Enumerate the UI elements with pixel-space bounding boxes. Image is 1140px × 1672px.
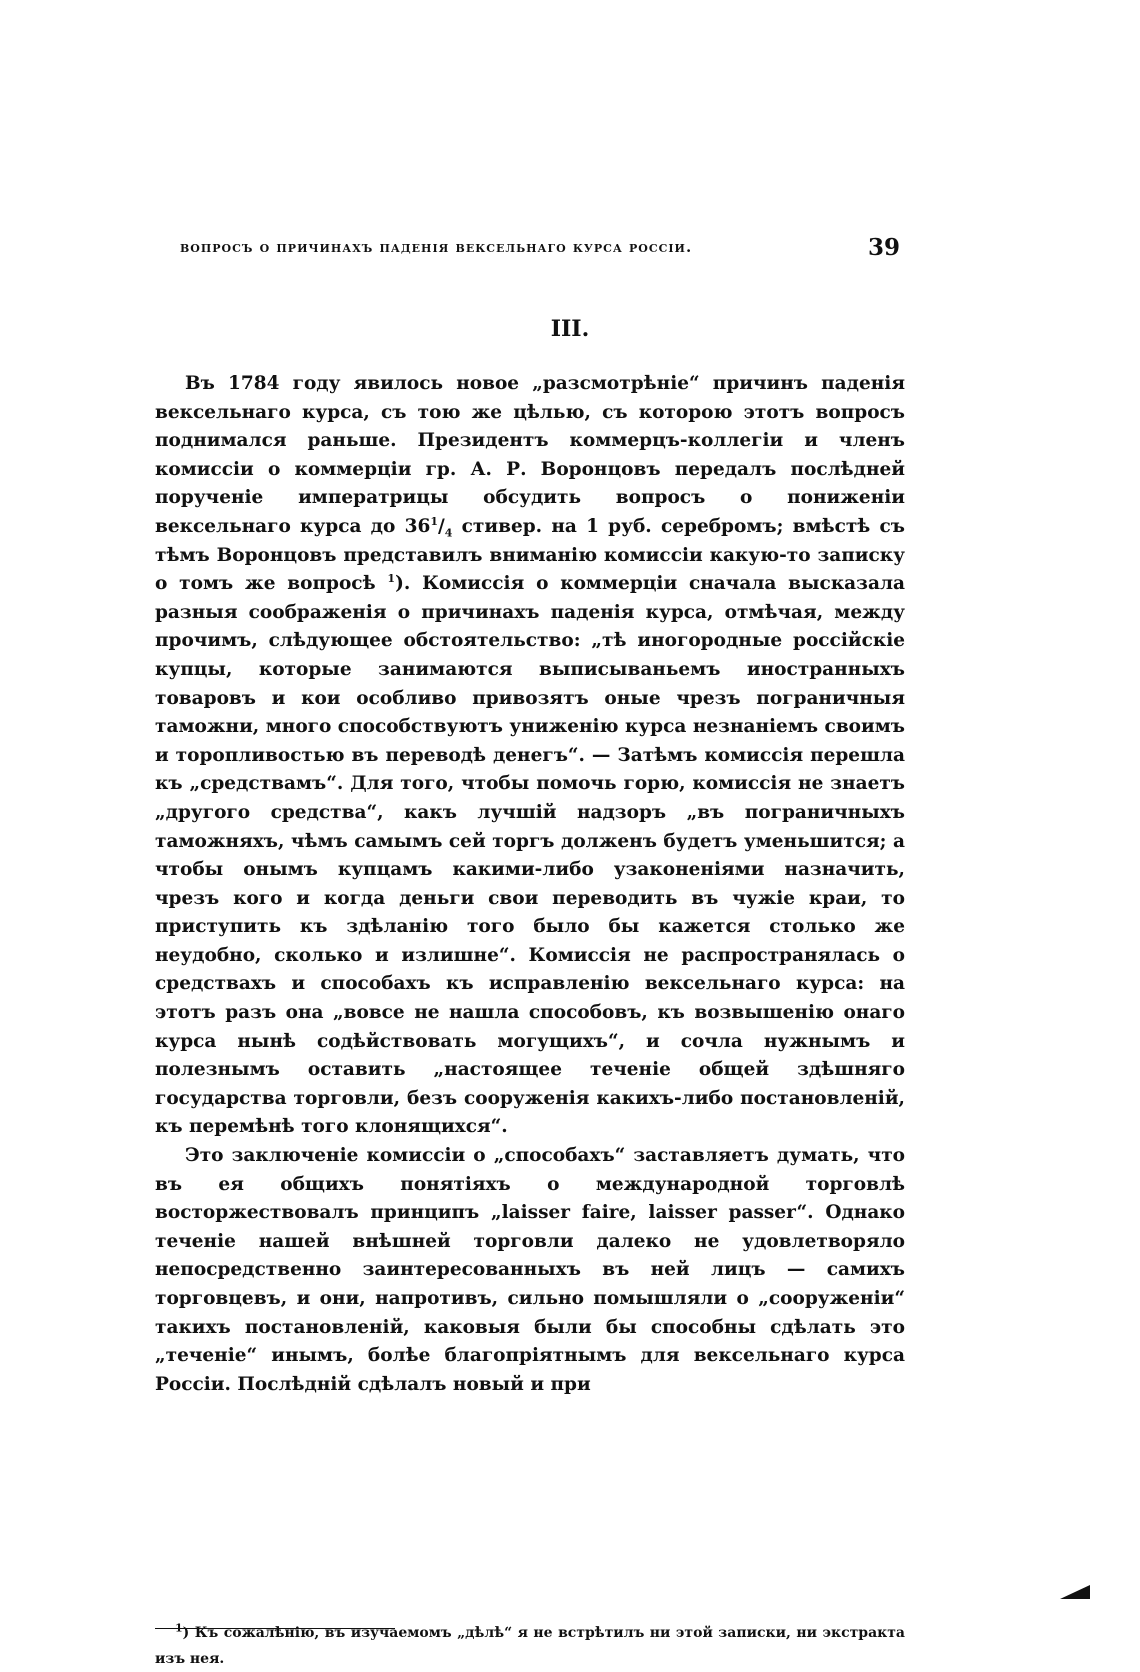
footnote-marker: 1 [175,1621,183,1635]
corner-mark [1060,1585,1090,1599]
running-title: вопросъ о причинахъ паденія вексельнаго курса россіи. [180,238,693,256]
page-number: 39 [867,234,900,261]
paragraph-1-text-c: ). Комиссія о коммерціи сначала высказала разныя соображенія о причинахъ паденія курса, отмѣчая, между прочимъ, слѣдующее обстоятельство: „тѣ иногородные россійскіе купцы, которые занимаются выписываньемъ иностранныхъ товаровъ и кои особливо привозятъ оные чрезъ пограничныя таможни, много способствуютъ униженію курса незнаніемъ своимъ и торопливостью въ переводѣ денегъ“. — Затѣмъ комиссія перешла къ „средствамъ“. Для того, чтобы помочь горю, комиссія не знаетъ „другого средства“, какъ лучшій надзоръ „въ пограничныхъ таможняхъ, чѣмъ самымъ сей торгъ долженъ будетъ уменьшится; а чтобы онымъ купцамъ какими-либо узаконеніями назначить, чрезъ кого и когда деньги свои переводить въ чужіе краи, то приступить къ здѣланію того было бы кажется столько же неудобно, сколько и излишне“. Комиссія не распространялась о средствахъ и способахъ къ исправленію вексельнаго курса: на этотъ разъ она „вовсе не нашла способовъ, къ возвышенію онаго курса нынѣ содѣйствовать могущихъ“, и сочла нужнымъ и полезнымъ оставить „настоящее теченіе общей здѣшняго государства торговли, безъ сооруженія какихъ-либо постановленій, къ перемѣнѣ того клонящихся“. [155,573,905,1138]
section-number: III. [550,316,590,342]
paragraph-1: Въ 1784 году явилось новое „разсмотрѣніе“ причинъ паденія вексельнаго курса, съ тою же цѣлью, съ которою этотъ вопросъ поднимался раньше. Президентъ коммерцъ-коллегіи и членъ комиссіи о коммерціи гр. А. Р. Воронцовъ передалъ послѣдней порученіе императрицы обсудить вопросъ о пониженіи вексельнаго курса до $36^1/_4$ стивер. на 1 руб. серебромъ; вмѣстѣ съ тѣмъ Воронцовъ представилъ вниманію комиссіи какую-то записку о томъ же вопросѣ $^1$). Комиссія о коммерціи сначала высказала разныя соображенія о причинахъ паденія курса, отмѣчая, между прочимъ, слѣдующее обстоятельство: „тѣ иногородные россійскіе купцы, которые занимаются выписываньемъ иностранныхъ товаровъ и кои особливо привозятъ оные чрезъ пограничныя таможни, много способствуютъ униженію курса незнаніемъ своимъ и торопливостью въ переводѣ денегъ“. — Затѣмъ комиссія перешла къ „средствамъ“. Для того, чтобы помочь горю, комиссія не знаетъ „другого средства“, какъ лучшій надзоръ „въ пограничныхъ таможняхъ, чѣмъ самымъ сей торгъ долженъ будетъ уменьшится; а чтобы онымъ купцамъ какими-либо узаконеніями назначить, чрезъ кого и когда деньги свои переводить въ чужіе краи, то приступить къ здѣланію того было бы кажется столько же неудобно, сколько и излишне“. Комиссія не распространялась о средствахъ и способахъ къ исправленію вексельнаго курса: на этотъ разъ она „вовсе не нашла способовъ, къ возвышенію онаго курса нынѣ содѣйствовать могущихъ“, и сочла нужнымъ и полезнымъ оставить „настоящее теченіе общей здѣшняго государства торговли, безъ сооруженія какихъ-либо постановленій, къ перемѣнѣ того клонящихся“. [155,373,906,1138]
footnote [155,1620,905,1672]
paragraph-2: Это заключеніе комиссіи о „способахъ“ заставляетъ думать, что въ ея общихъ понятіяхъ о международной торговлѣ восторжествовалъ принципъ „laisser faire, laisser passer“. Однако теченіе нашей внѣшней торговли далеко не удовлетворяло непосредственно заинтересованныхъ въ ней лицъ — самихъ торговцевъ, и они, напротивъ, сильно помышляли о „сооруженіи“ такихъ постановленій, каковыя были бы способны сдѣлать это „теченіе“ инымъ, болѣе благопріятнымъ для вексельнаго курса Россіи. Послѣдній сдѣлалъ новый и при [155,1145,905,1395]
paragraph-1-text-a: Въ 1784 году явилось новое „разсмотрѣніе“ причинъ паденія вексельнаго курса, съ тою же цѣлью, съ которою этотъ вопросъ поднимался раньше. Президентъ коммерцъ-коллегіи и членъ комиссіи о коммерціи гр. А. Р. Воронцовъ передалъ послѣдней порученіе императрицы обсудить вопросъ о пониженіи вексельнаго курса до 36 [155,373,905,537]
fraction-denominator: 4 [444,526,453,540]
running-head [180,234,900,264]
fraction-numerator: 1 [430,514,438,528]
footnote-text: ) Къ сожалѣнію, въ изучаемомъ „дѣлѣ“ я не встрѣтилъ ни этой записки, ни экстракта изъ нея. [155,1625,905,1667]
body-text [155,370,905,1399]
footnote-reference: 1 [387,572,396,585]
paragraph-1-text-b: стивер. на 1 руб. серебромъ; вмѣстѣ съ тѣмъ Воронцовъ представилъ вниманію комиссіи какую-то записку о томъ же вопросѣ [155,515,906,595]
